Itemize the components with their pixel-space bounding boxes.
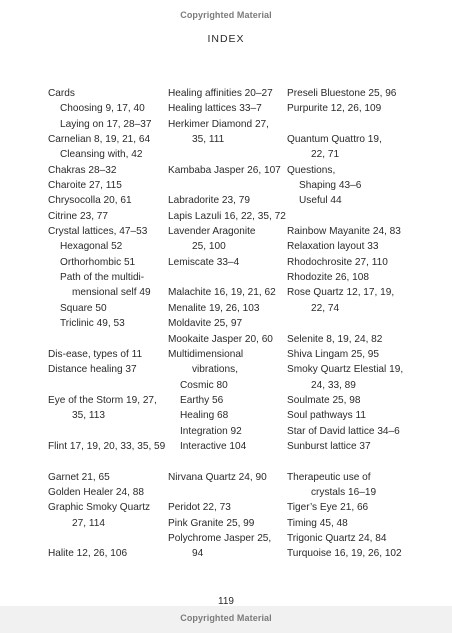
index-spacer xyxy=(48,378,166,393)
index-entry: Herkimer Diamond 27, xyxy=(168,118,269,130)
index-entry: Flint 17, 19, 20, 33, 35, 59 xyxy=(48,440,166,452)
index-entry: Orthorhombic 51 xyxy=(60,256,136,268)
index-entry: 25, 100 xyxy=(192,241,226,253)
index-entry: Sunburst lattice 37 xyxy=(287,440,371,452)
index-spacer xyxy=(287,117,417,132)
index-entry: Star of David lattice 34–6 xyxy=(287,425,400,437)
index-spacer xyxy=(168,270,286,285)
index-column-2 xyxy=(168,86,286,562)
index-entry: Smoky Quartz Elestial 19, xyxy=(287,364,404,376)
index-spacer xyxy=(48,454,166,469)
index-entry: 35, 111 xyxy=(192,134,225,146)
index-spacer xyxy=(168,485,286,500)
index-entry: Nirvana Quartz 24, 90 xyxy=(168,471,267,483)
index-entry: Triclinic 49, 53 xyxy=(60,318,125,330)
index-entry: Lapis Lazuli 16, 22, 35, 72 xyxy=(168,210,286,222)
index-entry: Square 50 xyxy=(60,302,107,314)
index-entry: Cards xyxy=(48,88,75,99)
index-entry: Laying on 17, 28–37 xyxy=(60,118,152,130)
index-spacer xyxy=(48,424,166,439)
index-entry: Moldavite 25, 97 xyxy=(168,318,243,330)
index-entry: Rainbow Mayanite 24, 83 xyxy=(287,226,401,238)
index-spacer xyxy=(168,178,286,193)
index-entry: Carnelian 8, 19, 21, 64 xyxy=(48,134,151,146)
index-spacer xyxy=(48,531,166,546)
index-entry: Graphic Smoky Quartz xyxy=(48,502,151,514)
index-entry: Therapeutic use of xyxy=(287,471,371,483)
index-entry: Preseli Bluestone 25, 96 xyxy=(287,88,397,99)
index-entry: Hexagonal 52 xyxy=(60,241,123,253)
index-entry: Selenite 8, 19, 24, 82 xyxy=(287,333,383,345)
index-entry: Lemiscate 33–4 xyxy=(168,256,240,268)
index-entry: Eye of the Storm 19, 27, xyxy=(48,394,157,406)
index-entry: Path of the multidi- xyxy=(60,272,145,284)
index-spacer xyxy=(287,454,417,469)
index-column-3 xyxy=(287,86,417,562)
index-entry: Soulmate 25, 98 xyxy=(287,394,361,406)
index-entry: Lavender Aragonite xyxy=(168,226,256,238)
index-entry: Charoite 27, 115 xyxy=(48,180,122,192)
index-entry: Healing affinities 20–27 xyxy=(168,88,273,99)
index-entry: Polychrome Jasper 25, xyxy=(168,532,272,544)
index-entry: Cleansing with, 42 xyxy=(60,149,143,161)
index-entry: Golden Healer 24, 88 xyxy=(48,486,144,498)
index-spacer xyxy=(48,332,166,347)
index-entry: Peridot 22, 73 xyxy=(168,502,231,514)
index-entry: Shiva Lingam 25, 95 xyxy=(287,348,380,360)
index-entry: Questions, xyxy=(287,164,336,176)
index-entry: Labradorite 23, 79 xyxy=(168,195,250,207)
index-entry: Menalite 19, 26, 103 xyxy=(168,302,260,314)
index-entry: Garnet 21, 65 xyxy=(48,471,110,483)
index-entry: Turquoise 16, 19, 26, 102 xyxy=(287,548,402,560)
index-entry: Chakras 28–32 xyxy=(48,164,117,176)
page-number: 119 xyxy=(218,596,234,607)
index-entry: mensional self 49 xyxy=(72,287,151,299)
index-spacer xyxy=(168,147,286,162)
index-entry: Interactive 104 xyxy=(180,440,247,452)
index-entry: Soul pathways 11 xyxy=(287,410,366,422)
index-entry: Mookaite Jasper 20, 60 xyxy=(168,333,273,345)
index-spacer xyxy=(287,316,417,331)
index-entry: Timing 45, 48 xyxy=(287,517,348,529)
index-entry: Rose Quartz 12, 17, 19, xyxy=(287,287,395,299)
copyright-notice-bottom: Copyrighted Material xyxy=(180,613,272,623)
index-entry: Trigonic Quartz 24, 84 xyxy=(287,532,387,544)
index-entry: Tiger’s Eye 21, 66 xyxy=(287,502,369,514)
index-entry: Relaxation layout 33 xyxy=(287,241,379,253)
index-entry: Earthy 56 xyxy=(180,394,224,406)
index-entry: 22, 71 xyxy=(311,149,340,161)
index-column-1 xyxy=(48,86,166,562)
index-entry: 94 xyxy=(192,548,204,560)
index-entry: Chrysocolla 20, 61 xyxy=(48,195,132,207)
index-entry: Malachite 16, 19, 21, 62 xyxy=(168,287,276,299)
index-entry: 27, 114 xyxy=(72,517,105,529)
index-entry: Citrine 23, 77 xyxy=(48,210,109,222)
index-entry: Healing lattices 33–7 xyxy=(168,103,262,115)
index-entry: Purpurite 12, 26, 109 xyxy=(287,103,382,115)
index-entry: Halite 12, 26, 106 xyxy=(48,548,128,560)
index-entry: Shaping 43–6 xyxy=(299,180,362,192)
index-spacer xyxy=(287,209,417,224)
page-title: INDEX xyxy=(207,33,245,45)
index-entry: Rhodozite 26, 108 xyxy=(287,272,369,284)
index-entry: Integration 92 xyxy=(180,425,242,437)
index-entry: Kambaba Jasper 26, 107 xyxy=(168,164,281,176)
index-entry: Choosing 9, 17, 40 xyxy=(60,103,145,115)
index-entry: Rhodochrosite 27, 110 xyxy=(287,256,388,268)
index-entry: Pink Granite 25, 99 xyxy=(168,517,255,529)
index-entry: Distance healing 37 xyxy=(48,364,137,376)
index-entry: Useful 44 xyxy=(299,195,342,207)
index-entry: Healing 68 xyxy=(180,410,229,422)
index-entry: Quantum Quattro 19, xyxy=(287,134,382,146)
index-entry: vibrations, xyxy=(192,364,239,376)
index-spacer xyxy=(168,454,286,469)
index-entry: Cosmic 80 xyxy=(180,379,228,391)
index-entry: 24, 33, 89 xyxy=(311,379,356,391)
copyright-notice-top: Copyrighted Material xyxy=(180,10,272,20)
index-entry: Dis-ease, types of 11 xyxy=(48,348,143,360)
index-entry: 22, 74 xyxy=(311,302,340,314)
index-entry: Multidimensional xyxy=(168,348,244,360)
index-entry: Crystal lattices, 47–53 xyxy=(48,226,148,238)
index-entry: 35, 113 xyxy=(72,410,105,422)
index-entry: crystals 16–19 xyxy=(311,486,377,498)
